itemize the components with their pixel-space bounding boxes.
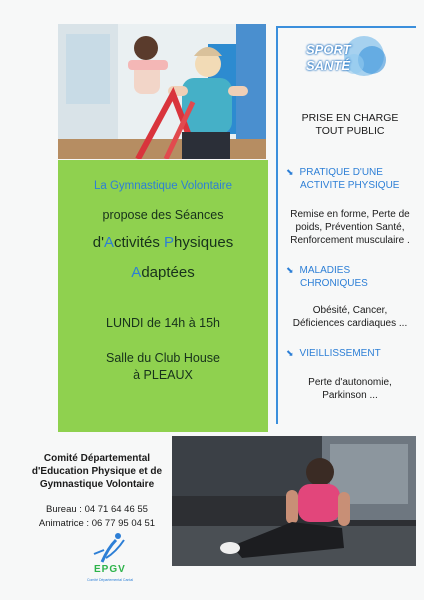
logo-text-sante: SANTÉ: [306, 58, 351, 73]
epgv-logo: [80, 528, 140, 590]
arrow-icon: ⬊: [286, 348, 294, 358]
organization-name: Comité Départemental d'Education Physique et de Gymnastique Volontaire: [31, 453, 163, 490]
section-title-maladies: ⬊ MALADIES CHRONIQUES: [286, 265, 368, 289]
sport-sante-logo: [302, 34, 394, 86]
epgv-logo-text: EPGV: [94, 564, 126, 575]
women-exercising-illustration: [58, 24, 266, 159]
animatrice-phone: Animatrice : 06 77 95 04 51: [38, 518, 156, 529]
activities-title-line1: d'Activités Physiques: [92, 234, 234, 251]
section-body-maladies: Obésité, Cancer, Déficiences cardiaques ...: [292, 305, 408, 329]
epgv-figure-icon: [80, 528, 140, 568]
woman-stretching-illustration: [172, 436, 416, 566]
activities-title-line2: Adaptées: [131, 264, 195, 281]
arrow-icon: ⬊: [286, 265, 294, 275]
logo-text-sport: SPORT: [306, 42, 351, 57]
section-title-vieillissement: ⬊ VIEILLISSEMENT: [286, 348, 381, 359]
section-body-activite: Remise en forme, Perte de poids, Prévention Santé, Renforcement musculaire .: [290, 209, 410, 246]
association-name: La Gymnastique Volontaire: [93, 180, 233, 192]
section-body-vieillissement: Perte d'autonomie, Parkinson ...: [308, 377, 392, 401]
venue-line2: à PLEAUX: [133, 368, 193, 382]
prise-en-charge-header: PRISE EN CHARGE TOUT PUBLIC: [301, 112, 399, 137]
arrow-icon: ⬊: [286, 167, 294, 177]
epgv-logo-subtext: Comité Départemental Cantal: [86, 578, 134, 582]
green-info-panel: [58, 160, 268, 432]
exercise-photo-bottom: [172, 436, 416, 566]
section-title-activite: ⬊ PRATIQUE D'UNE ACTIVITE PHYSIQUE: [286, 167, 400, 191]
exercise-photo-top: [58, 24, 266, 159]
venue-line1: Salle du Club House: [106, 351, 220, 365]
schedule-text: LUNDI de 14h à 15h: [106, 316, 220, 330]
bureau-phone: Bureau : 04 71 64 46 55: [46, 504, 148, 515]
proposal-text: propose des Séances: [102, 208, 224, 222]
